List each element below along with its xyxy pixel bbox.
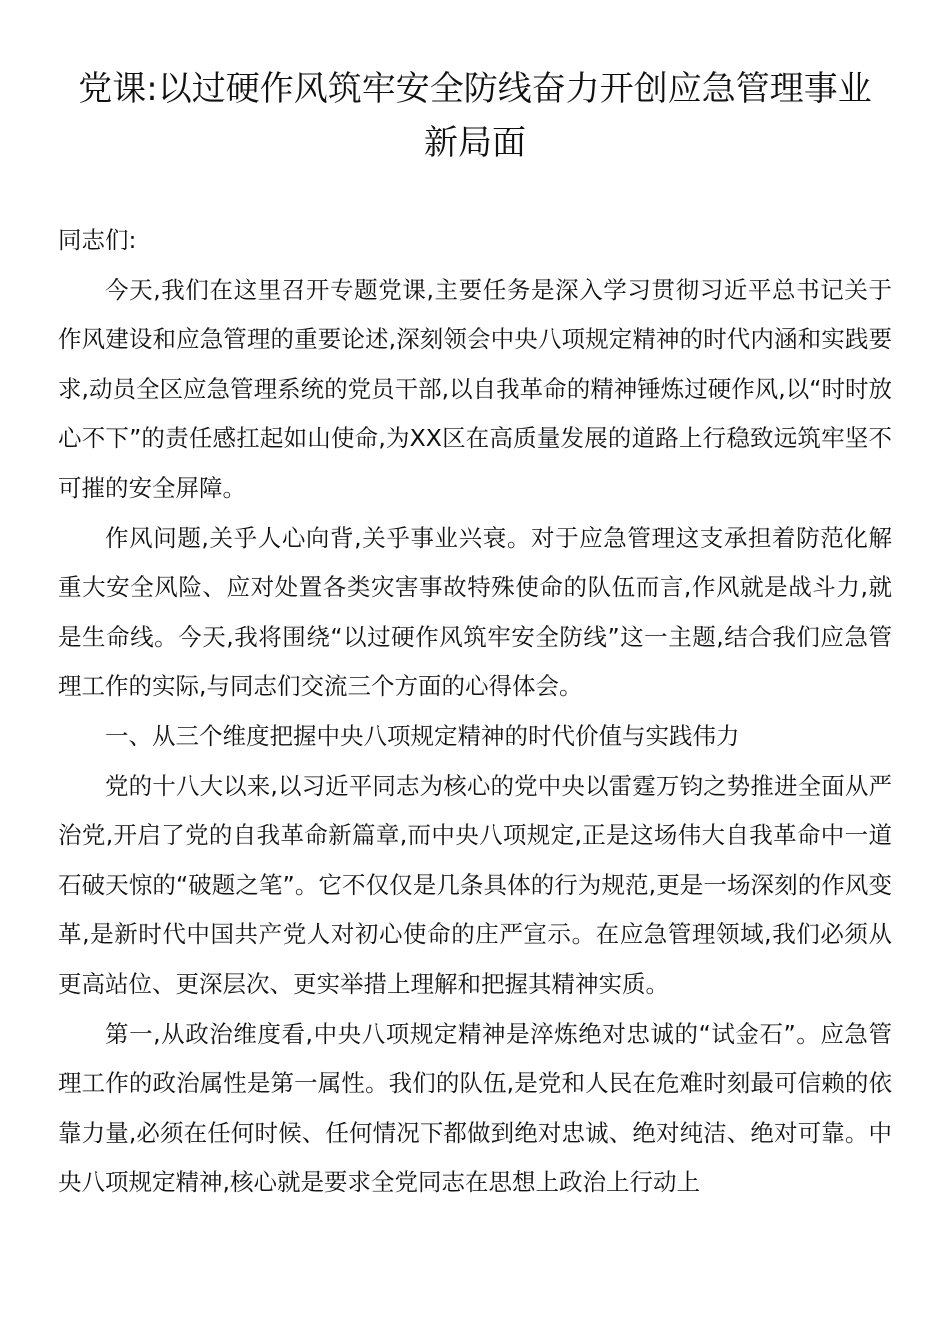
document-body	[58, 216, 892, 1208]
title-line-1: 党课:以过硬作风筑牢安全防线奋力开创应急管理事业	[78, 69, 872, 109]
salutation: 同志们:	[58, 226, 137, 254]
paragraph-section-1-intro: 党的十八大以来,以习近平同志为核心的党中央以雷霆万钧之势推进全面从严治党,开启了党的自我革命新篇章,而中央八项规定,正是这场伟大自我革命中一道石破天惊的“破题之笔”。它不仅仅是几条具体的行为规范,更是一场深刻的作风变革,是新时代中国共产党人对初心使命的庄严宣示。在应急管理领域,我们必须从更高站位、更深层次、更实举措上理解和把握其精神实质。	[58, 771, 892, 998]
paragraph-intro: 今天,我们在这里召开专题党课,主要任务是深入学习贯彻习近平总书记关于作风建设和应急管理的重要论述,深刻领会中央八项规定精神的时代内涵和实践要求,动员全区应急管理系统的党员干部,以自我革命的精神锤炼过硬作风,以“时时放心不下”的责任感扛起如山使命,为XX区在高质量发展的道路上行稳致远筑牢坚不可摧的安全屏障。	[58, 275, 892, 502]
document-title	[50, 62, 900, 170]
paragraph-theme: 作风问题,关乎人心向背,关乎事业兴衰。对于应急管理这支承担着防范化解重大安全风险、应对处置各类灾害事故特殊使命的队伍而言,作风就是战斗力,就是生命线。今天,我将围绕“以过硬作风筑牢安全防线”这一主题,结合我们应急管理工作的实际,与同志们交流三个方面的心得体会。	[58, 523, 892, 701]
section-heading-1: 一、从三个维度把握中央八项规定精神的时代价值与实践伟力	[105, 721, 740, 750]
paragraph-political-dimension: 第一,从政治维度看,中央八项规定精神是淬炼绝对忠诚的“试金石”。应急管理工作的政治属性是第一属性。我们的队伍,是党和人民在危难时刻最可信赖的依靠力量,必须在任何时候、任何情况下都做到绝对忠诚、绝对纯洁、绝对可靠。中央八项规定精神,核心就是要求全党同志在思想上政治上行动上	[58, 1019, 892, 1197]
title-line-2: 新局面	[424, 123, 526, 163]
